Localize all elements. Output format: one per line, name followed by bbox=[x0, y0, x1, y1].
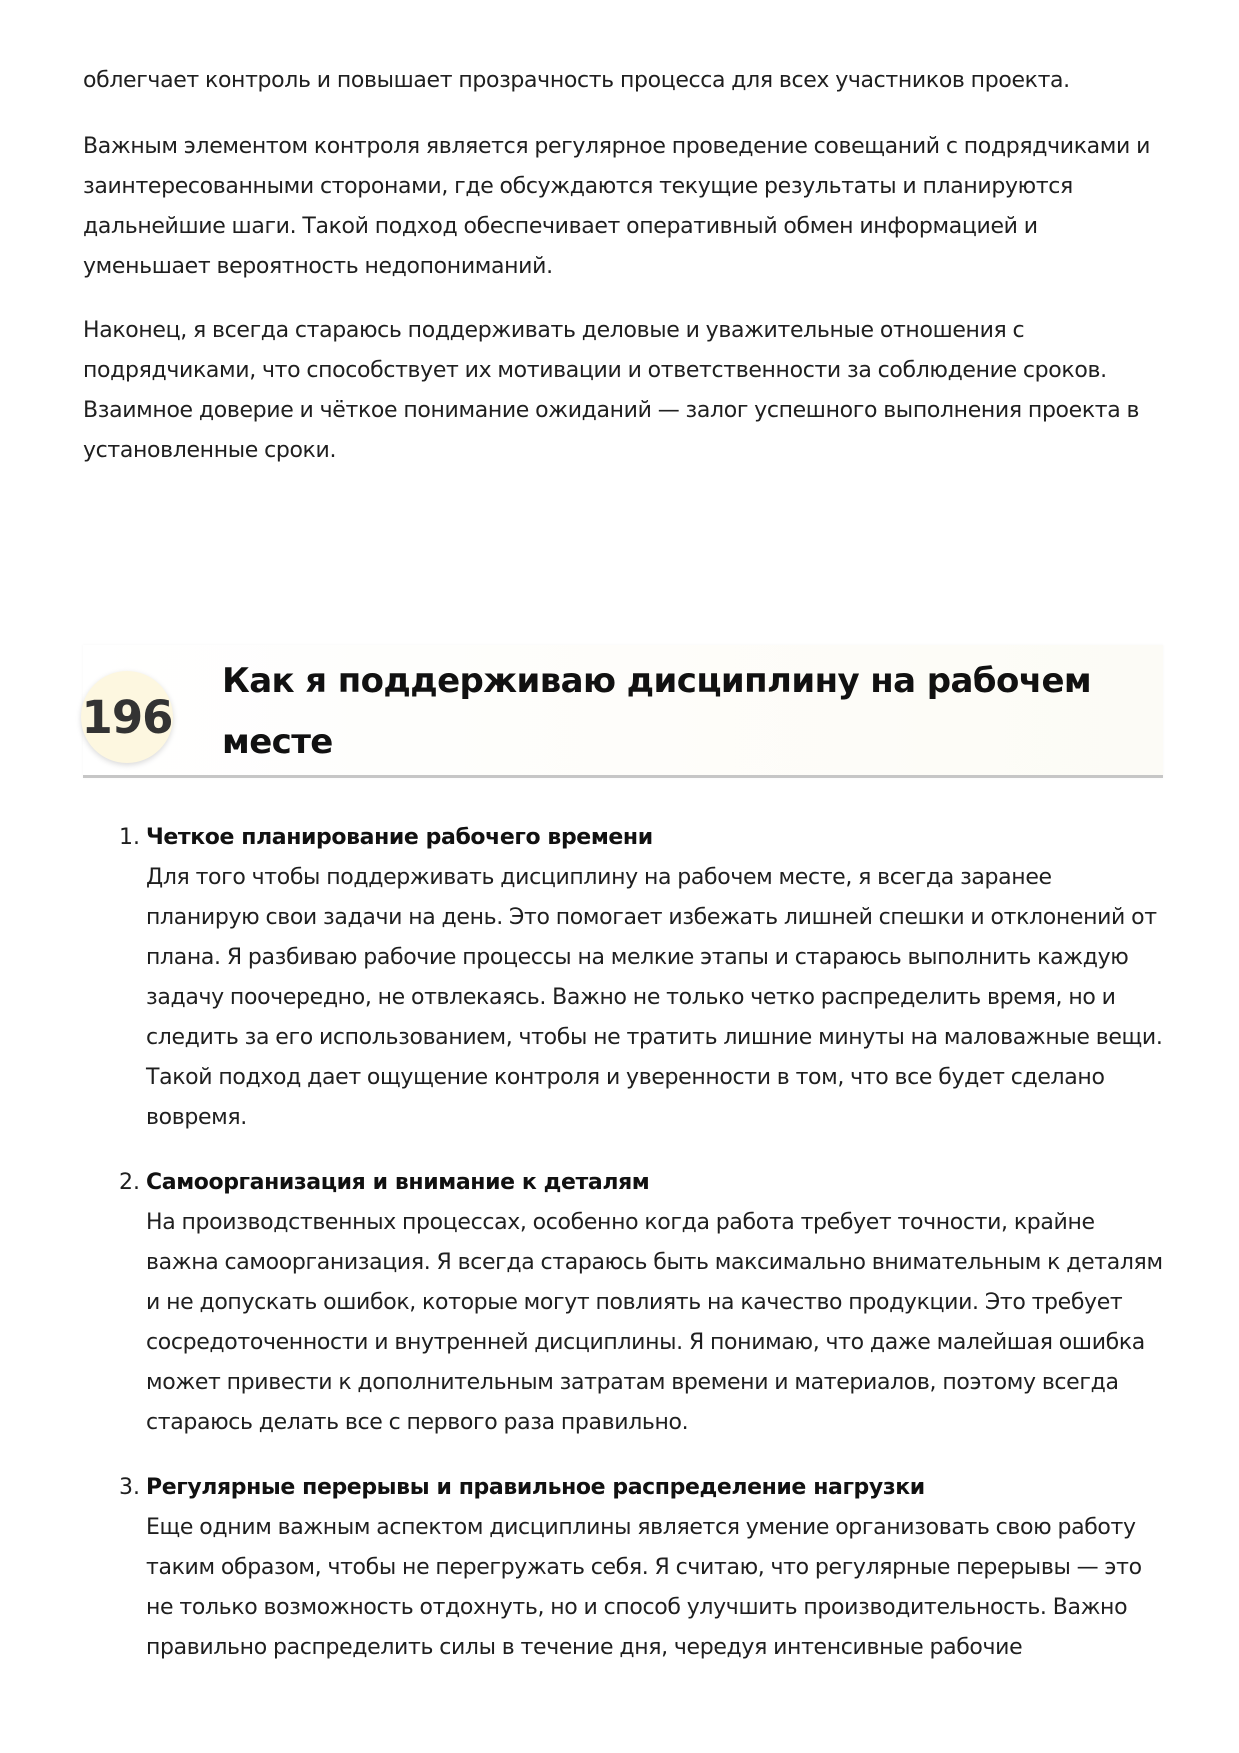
list-item-number: 1. bbox=[119, 825, 140, 850]
paragraph-intro-1: облегчает контроль и повышает прозрачность процесса для всех участников проекта. bbox=[83, 68, 1070, 93]
list-item bbox=[83, 1468, 1173, 1668]
list-item-heading bbox=[83, 1468, 1173, 1508]
paragraph-intro-2: Важным элементом контроля является регулярное проведение совещаний с подрядчиками и заинтересованными сторонами, где обсуждаются текущие результаты и планируются дальнейшие шаги. Такой подход обеспечивает оперативный обмен информацией и уменьшает вероятность недопониманий. bbox=[83, 134, 1151, 279]
list-item bbox=[83, 818, 1173, 1138]
list-item-title: Четкое планирование рабочего времени bbox=[146, 825, 653, 850]
list-item-number: 2. bbox=[119, 1170, 140, 1195]
paragraph-intro-3: Наконец, я всегда стараюсь поддерживать деловые и уважительные отношения с подрядчиками, что способствует их мотивации и ответственности за соблюдение сроков. Взаимное доверие и чёткое понимание ожиданий — залог успешного выполнения проекта в установленные сроки. bbox=[83, 318, 1140, 463]
list-item-title: Регулярные перерывы и правильное распределение нагрузки bbox=[146, 1475, 925, 1500]
list-item-heading bbox=[83, 818, 1173, 858]
list-item bbox=[83, 1163, 1173, 1443]
list-item-text: Еще одним важным аспектом дисциплины является умение организовать свою работу таким образом, чтобы не перегружать себя. Я считаю, что регулярные перерывы — это не только возможность отдохнуть, но и способ улучшить производительность. Важно правильно распределить силы в течение дня, чередуя интенсивные рабочие bbox=[146, 1515, 1142, 1660]
list-item-text: Для того чтобы поддерживать дисциплину на рабочем месте, я всегда заранее планирую свои задачи на день. Это помогает избежать лишней спешки и отклонений от плана. Я разбиваю рабочие процессы на мелкие этапы и стараюсь выполнить каждую задачу поочередно, не отвлекаясь. Важно не только четко распределить время, но и следить за его использованием, чтобы не тратить лишние минуты на маловажные вещи. Такой подход дает ощущение контроля и уверенности в том, что все будет сделано вовремя. bbox=[146, 865, 1163, 1130]
list-item-title: Самоорганизация и внимание к деталям bbox=[146, 1170, 650, 1195]
section-number-badge: 196 bbox=[81, 671, 173, 763]
list-item-heading bbox=[83, 1163, 1173, 1203]
list-item-text: На производственных процессах, особенно когда работа требует точности, крайне важна самоорганизация. Я всегда стараюсь быть максимально внимательным к деталям и не допускать ошибок, которые могут повлиять на качество продукции. Это требует сосредоточенности и внутренней дисциплины. Я понимаю, что даже малейшая ошибка может привести к дополнительным затратам времени и материалов, поэтому всегда стараюсь делать все с первого раза правильно. bbox=[146, 1210, 1163, 1435]
section-title: Как я поддерживаю дисциплину на рабочем месте bbox=[222, 661, 1092, 762]
section-header bbox=[83, 645, 1163, 778]
list-item-number: 3. bbox=[119, 1475, 140, 1500]
